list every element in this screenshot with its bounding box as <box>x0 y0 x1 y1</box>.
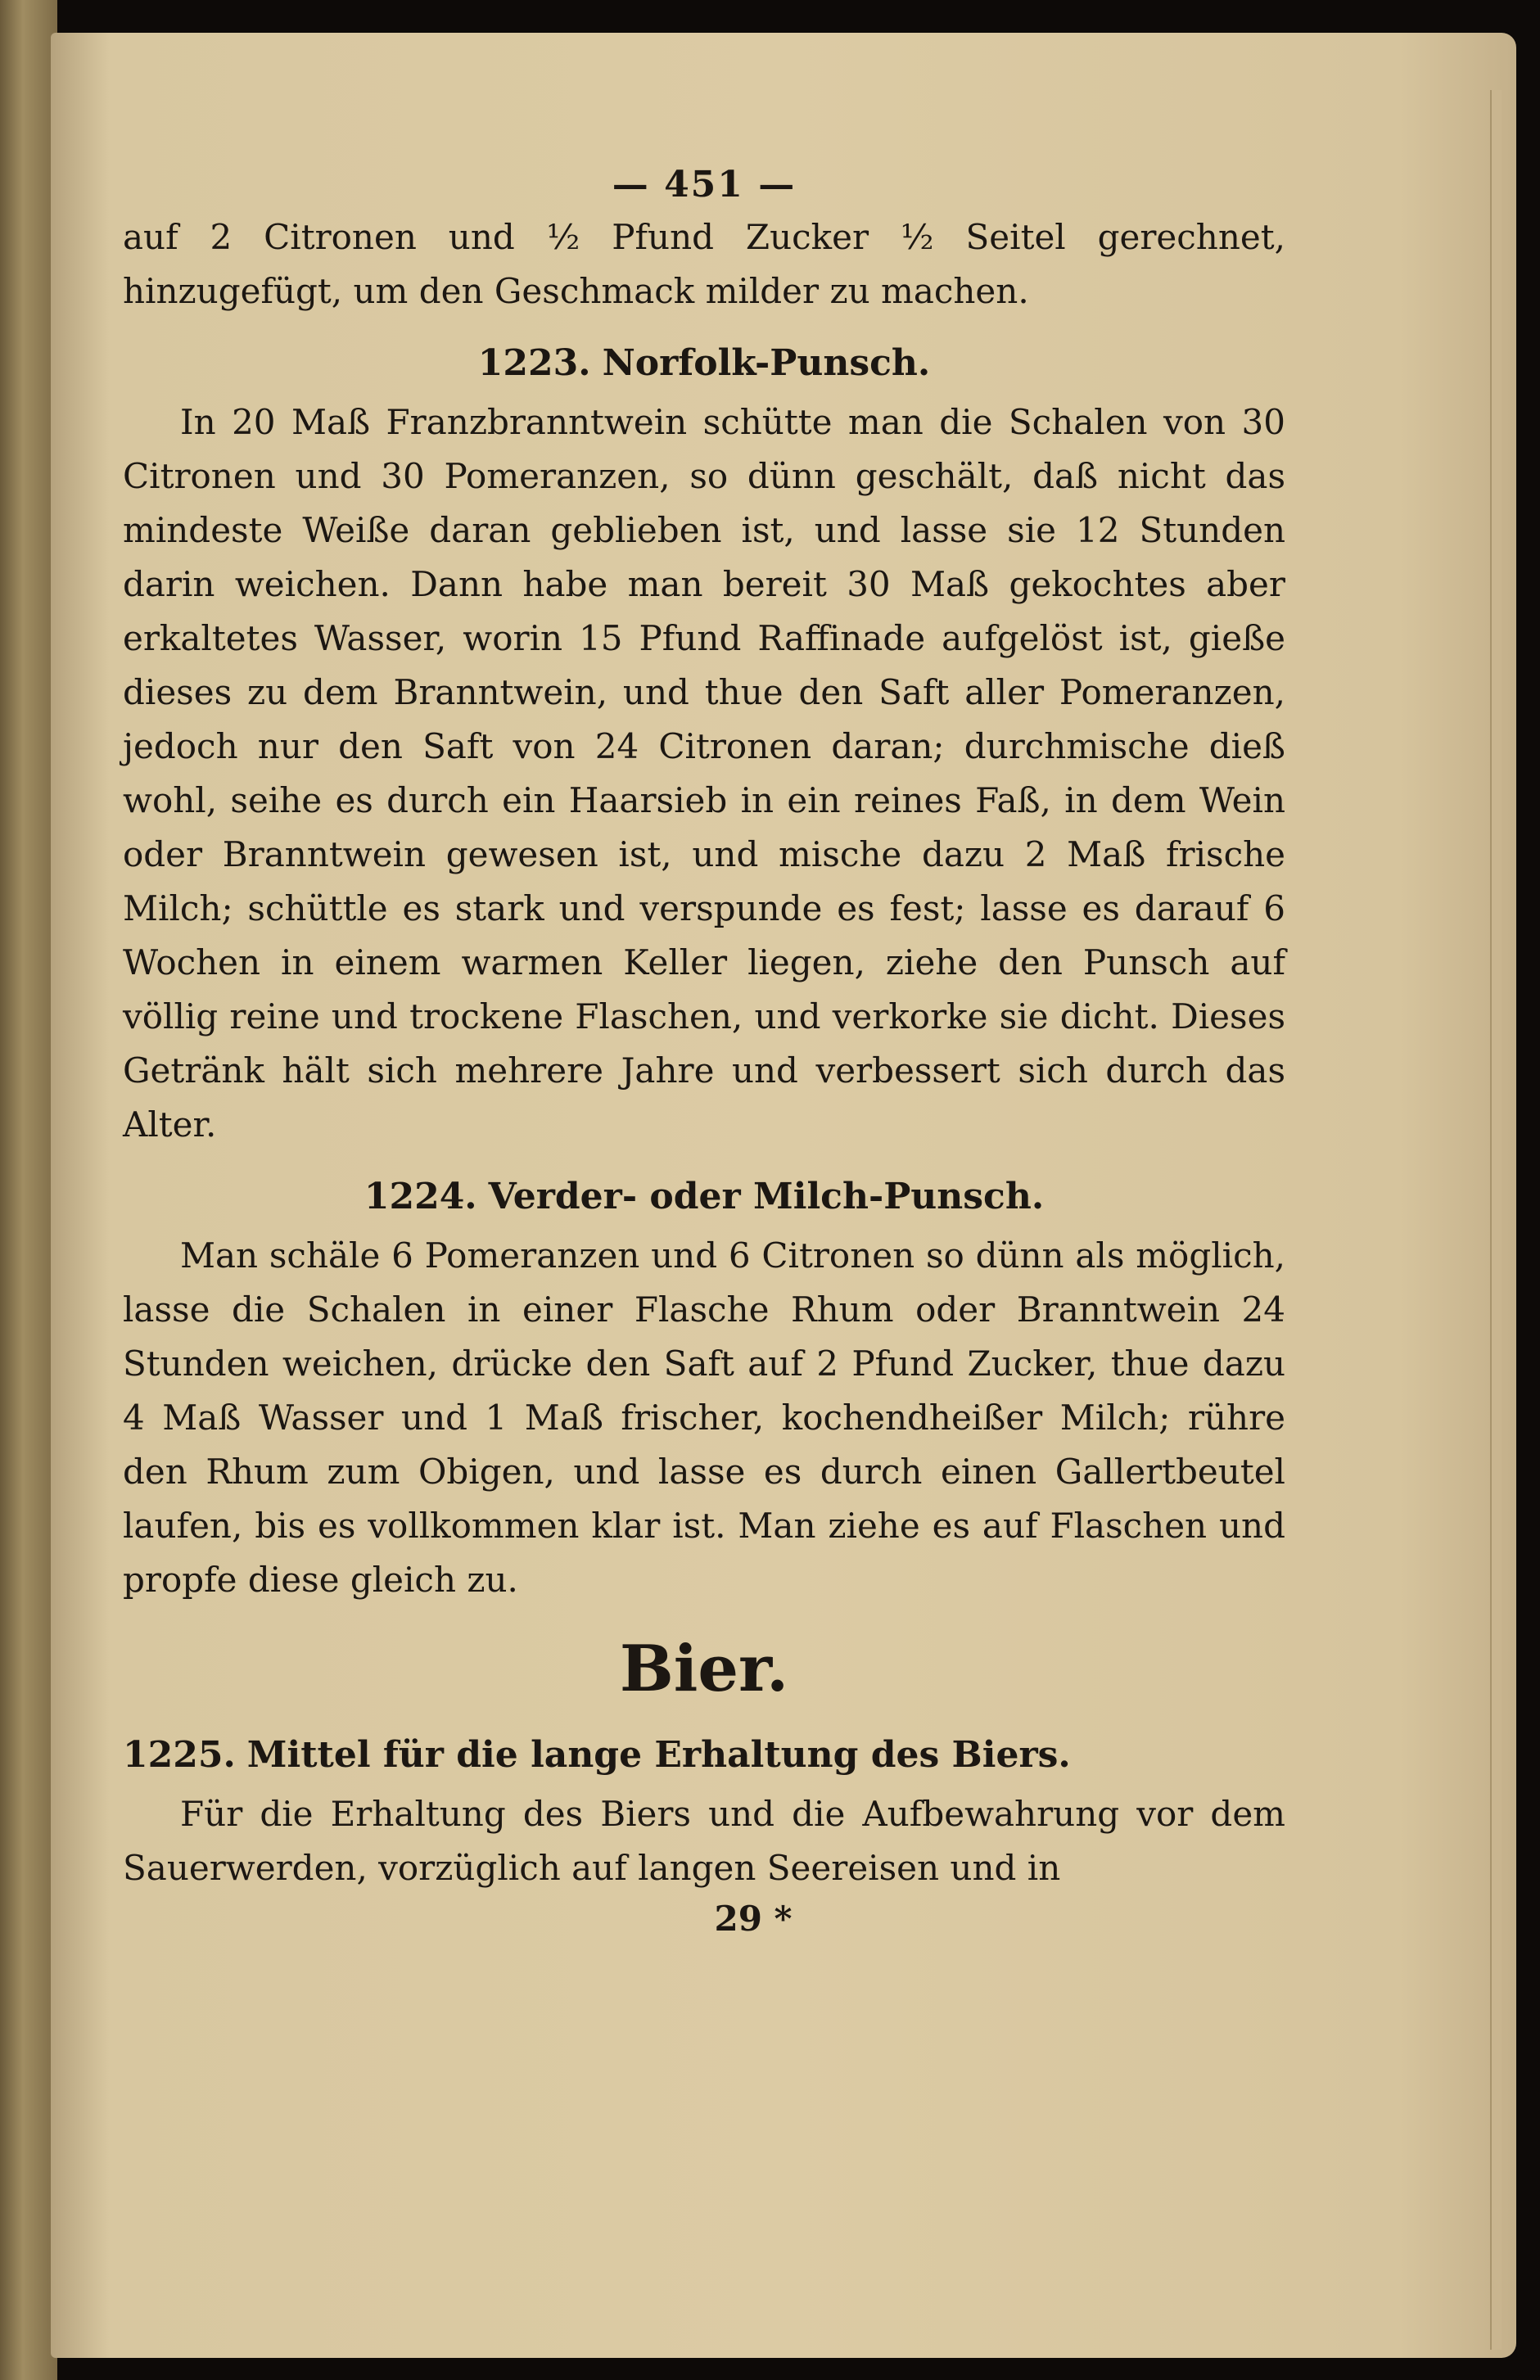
section-title: Bier. <box>619 1632 789 1706</box>
recipe-heading-1223 <box>123 336 1285 391</box>
page-edge <box>1490 90 1502 2350</box>
signature-mark: 29 * <box>714 1899 793 1939</box>
paragraph-milch-punsch: Man schäle 6 Pomeranzen und 6 Citronen so dünn als möglich, lasse die Schalen in einer Flasche Rhum oder Branntwein 24 Stunden weichen, drücke den Saft auf 2 Pfund Zucker, thue dazu 4 Maß Wasser und 1 Maß frischer, kochendheißer Milch; rühre den Rhum zum Obigen, und lasse es durch einen Gallertbeutel laufen, bis es vollkommen klar ist. Man ziehe es auf Flaschen und propfe diese gleich zu. <box>123 1235 1285 1600</box>
page-text <box>123 164 1285 1939</box>
page-number: — 451 — <box>612 164 797 205</box>
book-spine <box>0 0 57 2380</box>
paragraph-bier-erhaltung: Für die Erhaltung des Biers und die Aufbewahrung vor dem Sauerwerden, vorzüglich auf langen Seereisen und in <box>123 1794 1285 1888</box>
recipe-number: 1224. <box>364 1176 477 1217</box>
recipe-title: Mittel für die lange Erhaltung des Biers. <box>246 1734 1071 1776</box>
paragraph-continuation: auf 2 Citronen und ½ Pfund Zucker ½ Seitel gerechnet, hinzugefügt, um den Geschmack milder zu machen. <box>123 217 1285 311</box>
paragraph-norfolk-punsch: In 20 Maß Franzbranntwein schütte man die Schalen von 30 Citronen und 30 Pomeranzen, so dünn geschält, daß nicht das mindeste Weiße daran geblieben ist, und lasse sie 12 Stunden darin weichen. Dann habe man bereit 30 Maß gekochtes aber erkaltetes Wasser, worin 15 Pfund Raffinade aufgelöst ist, gieße dieses zu dem Branntwein, und thue den Saft aller Pomeranzen, jedoch nur den Saft von 24 Citronen daran; durchmische dieß wohl, seihe es durch ein Haarsieb in ein reines Faß, in dem Wein oder Branntwein gewesen ist, und mische dazu 2 Maß frische Milch; schüttle es stark und verspunde es fest; lasse es darauf 6 Wochen in einem warmen Keller liegen, ziehe den Punsch auf völlig reine und trockene Flaschen, und verkorke sie dicht. Dieses Getränk hält sich mehrere Jahre und verbessert sich durch das Alter. <box>123 402 1285 1145</box>
recipe-number: 1223. <box>477 342 591 384</box>
recipe-heading-1225 <box>123 1728 1285 1782</box>
recipe-number: 1225. <box>123 1734 236 1776</box>
recipe-heading-1224 <box>123 1170 1285 1224</box>
recipe-title: Verder- oder Milch-Punsch. <box>488 1176 1045 1217</box>
recipe-title: Norfolk-Punsch. <box>602 342 931 384</box>
